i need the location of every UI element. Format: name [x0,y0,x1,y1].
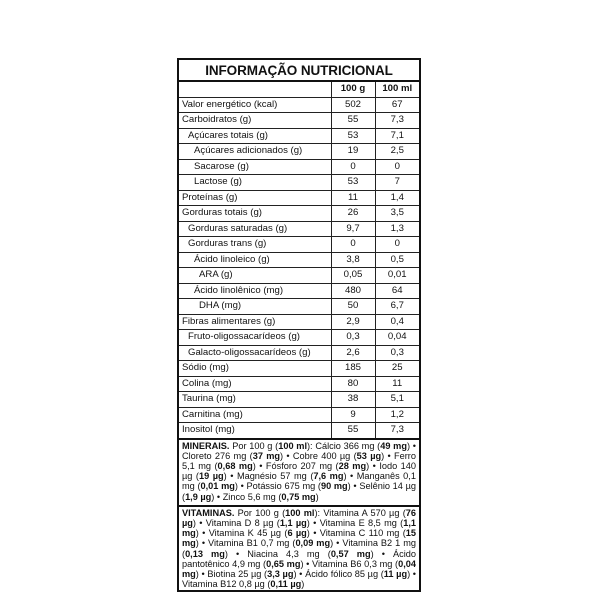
table-row [179,345,419,361]
nutrition-table [179,82,419,440]
item-per-100g: Cobre 400 µg [292,450,351,461]
table-row [179,407,419,423]
item-per-100g: Cloreto 276 mg [182,450,247,461]
table-row [179,221,419,237]
item-per-100ml: 1,9 µg [185,491,212,502]
value-per-100ml: 7 [375,175,419,191]
label-title: INFORMAÇÃO NUTRICIONAL [179,60,419,82]
nutrient-name: DHA (mg) [179,299,331,315]
value-per-100ml: 1,3 [375,221,419,237]
section-label: MINERAIS. [182,440,230,451]
per-ml-text: 100 ml [285,507,315,518]
item-per-100ml: 19 µg [198,471,224,482]
nutrient-name: Carnitina (mg) [179,407,331,423]
nutrient-name: Açúcares totais (g) [179,128,331,144]
value-per-100ml: 7,3 [375,423,419,439]
value-per-100ml: 2,5 [375,144,419,160]
header-100g: 100 g [331,82,375,97]
value-per-100g: 80 [331,376,375,392]
table-row [179,128,419,144]
item-per-100g: Magnésio 57 mg [236,471,307,482]
nutrient-name: Fruto-oligossacarídeos (g) [179,330,331,346]
value-per-100g: 53 [331,128,375,144]
value-per-100g: 480 [331,283,375,299]
item-per-100ml: 1,1 µg [279,517,307,528]
table-row [179,175,419,191]
table-row [179,97,419,113]
value-per-100g: 2,9 [331,314,375,330]
value-per-100g: 55 [331,113,375,129]
value-per-100g: 3,8 [331,252,375,268]
item-per-100ml: 7,6 mg [313,471,344,482]
item-per-100ml: 0,09 mg [295,538,331,549]
value-per-100g: 9 [331,407,375,423]
table-row [179,252,419,268]
value-per-100g: 0,3 [331,330,375,346]
value-per-100ml: 11 [375,376,419,392]
nutrient-name: Sacarose (g) [179,159,331,175]
item-per-100ml: 0,65 mg [266,558,301,569]
table-row [179,159,419,175]
nutrient-name: Lactose (g) [179,175,331,191]
table-row [179,268,419,284]
value-per-100g: 38 [331,392,375,408]
nutrient-name: Proteínas (g) [179,190,331,206]
table-row [179,113,419,129]
value-per-100g: 9,7 [331,221,375,237]
value-per-100g: 2,6 [331,345,375,361]
item-per-100g: Potássio 675 mg [246,481,316,492]
nutrient-name: Ácido linolênico (mg) [179,283,331,299]
value-per-100g: 50 [331,299,375,315]
table-row [179,206,419,222]
table-row [179,361,419,377]
item-per-100g: Fósforo 207 mg [265,460,333,471]
value-per-100ml: 0,04 [375,330,419,346]
item-per-100ml: 76 µg [182,507,416,528]
table-row [179,190,419,206]
item-per-100g: Niacina 4,3 mg [247,548,320,559]
item-per-100g: Vitamina K 45 µg [208,528,282,539]
section-label: VITAMINAS. [182,507,235,518]
minerals-paragraph: MINERAIS. Por 100 g (100 ml): Cálcio 366 mg (49 mg) • Cloreto 276 mg (37 mg) • Cobre 400 µg (53 µg) • Ferro 5,1 mg (0,68 mg) • Fósforo 207 mg (28 mg) • Iodo 140 µg (19 µg) • Magnésio 57 mg (7,6 mg) • Manganês 0,1 mg (0,01 mg) • Potássio 675 mg (90 mg) • Selênio 14 µg (1,9 µg) • Zinco 5,6 mg (0,75 mg) [179,440,419,507]
header-100ml: 100 ml [375,82,419,97]
item-per-100g: Vitamina E 8,5 mg [319,517,397,528]
nutrient-name: Carboidratos (g) [179,113,331,129]
table-row [179,376,419,392]
vitamins-paragraph: VITAMINAS. Por 100 g (100 ml): Vitamina A 570 µg (76 µg) • Vitamina D 8 µg (1,1 µg) • Vitamina E 8,5 mg (1,1 mg) • Vitamina K 45 µg (6 µg) • Vitamina C 110 mg (15 mg) • Vitamina B1 0,7 mg (0,09 mg) • Vitamina B2 1 mg (0,13 mg) • Niacina 4,3 mg (0,57 mg) • Ácido pantotênico 4,9 mg (0,65 mg) • Vitamina B6 0,3 mg (0,04 mg) • Biotina 25 µg (3,3 µg) • Ácido fólico 85 µg (11 µg) • Vitamina B12 0,8 µg (0,11 µg) [182,507,417,590]
table-row [179,283,419,299]
value-per-100g: 0,05 [331,268,375,284]
nutrient-name: Inositol (mg) [179,423,331,439]
item-per-100ml: 0,75 mg [281,491,316,502]
item-per-100g: Cálcio 366 mg [315,440,375,451]
nutrient-name: Ácido linoleico (g) [179,252,331,268]
per-ml-text: 100 ml [278,440,307,451]
nutrient-name: ARA (g) [179,268,331,284]
value-per-100ml: 64 [375,283,419,299]
value-per-100ml: 3,5 [375,206,419,222]
value-per-100g: 11 [331,190,375,206]
item-per-100g: Iodo 140 µg [182,460,416,482]
nutrient-name: Valor energético (kcal) [179,97,331,113]
value-per-100ml: 0,01 [375,268,419,284]
item-per-100ml: 0,57 mg [330,548,371,559]
table-row [179,299,419,315]
table-row [179,314,419,330]
value-per-100ml: 0,3 [375,345,419,361]
value-per-100g: 0 [331,159,375,175]
item-per-100g: Zinco 5,6 mg [222,491,276,502]
value-per-100g: 26 [331,206,375,222]
item-per-100ml: 53 µg [356,450,382,461]
item-per-100ml: 0,68 mg [217,460,253,471]
item-per-100g: Vitamina C 110 mg [319,528,400,539]
item-per-100ml: 37 mg [252,450,281,461]
value-per-100ml: 7,1 [375,128,419,144]
item-per-100g: Ferro 5,1 mg [182,450,416,471]
value-per-100ml: 0,5 [375,252,419,268]
value-per-100g: 0 [331,237,375,253]
item-per-100ml: 11 µg [383,568,408,579]
value-per-100ml: 1,2 [375,407,419,423]
value-per-100g: 185 [331,361,375,377]
item-per-100ml: 15 mg [182,528,416,549]
nutrient-name: Fibras alimentares (g) [179,314,331,330]
per-text: Por 100 g ( [232,440,279,451]
nutrient-name: Sódio (mg) [179,361,331,377]
value-per-100g: 19 [331,144,375,160]
nutrient-name: Galacto-oligossacarídeos (g) [179,345,331,361]
item-per-100g: Vitamina B1 0,7 mg [208,538,290,549]
value-per-100ml: 1,4 [375,190,419,206]
item-per-100g: Ácido pantotênico 4,9 mg [182,548,417,569]
value-per-100g: 502 [331,97,375,113]
value-per-100ml: 0 [375,237,419,253]
nutrient-name: Colina (mg) [179,376,331,392]
item-per-100g: Vitamina B2 1 mg [342,538,417,549]
value-per-100ml: 7,3 [375,113,419,129]
item-per-100ml: 49 mg [380,440,407,451]
value-per-100g: 55 [331,423,375,439]
item-per-100ml: 90 mg [320,481,348,492]
item-per-100ml: 6 µg [287,528,307,539]
table-row [179,392,419,408]
header-blank [179,82,331,97]
nutrition-facts-label [177,58,421,592]
item-per-100ml: 0,04 mg [182,558,417,579]
nutrient-name: Taurina (mg) [179,392,331,408]
table-row [179,144,419,160]
value-per-100ml: 0 [375,159,419,175]
table-row [179,330,419,346]
nutrient-name: Gorduras totais (g) [179,206,331,222]
value-per-100ml: 6,7 [375,299,419,315]
item-per-100ml: 3,3 µg [267,568,294,579]
item-per-100g: Vitamina A 570 µg [323,507,400,518]
item-per-100g: Vitamina B12 0,8 µg [182,579,265,590]
item-per-100ml: 0,13 mg [185,548,225,559]
value-per-100ml: 5,1 [375,392,419,408]
item-per-100ml: 0,11 µg [270,579,302,590]
value-per-100ml: 0,4 [375,314,419,330]
item-per-100g: Ácido fólico 85 µg [305,568,379,579]
item-per-100ml: 0,01 mg [200,481,235,492]
nutrient-name: Gorduras saturadas (g) [179,221,331,237]
item-per-100g: Vitamina B6 0,3 mg [312,558,393,569]
value-per-100g: 53 [331,175,375,191]
item-per-100ml: 1,1 mg [182,517,416,539]
table-row [179,237,419,253]
item-per-100g: Selênio 14 µg [359,481,416,492]
value-per-100ml: 67 [375,97,419,113]
per-text: Por 100 g ( [237,507,286,518]
item-per-100ml: 28 mg [338,460,367,471]
item-per-100g: Vitamina D 8 µg [205,517,274,528]
nutrient-name: Gorduras trans (g) [179,237,331,253]
table-row [179,423,419,439]
nutrient-name: Açúcares adicionados (g) [179,144,331,160]
table-header-row [179,82,419,97]
item-per-100g: Manganês 0,1 mg [182,471,416,492]
value-per-100ml: 25 [375,361,419,377]
item-per-100g: Biotina 25 µg [207,568,262,579]
